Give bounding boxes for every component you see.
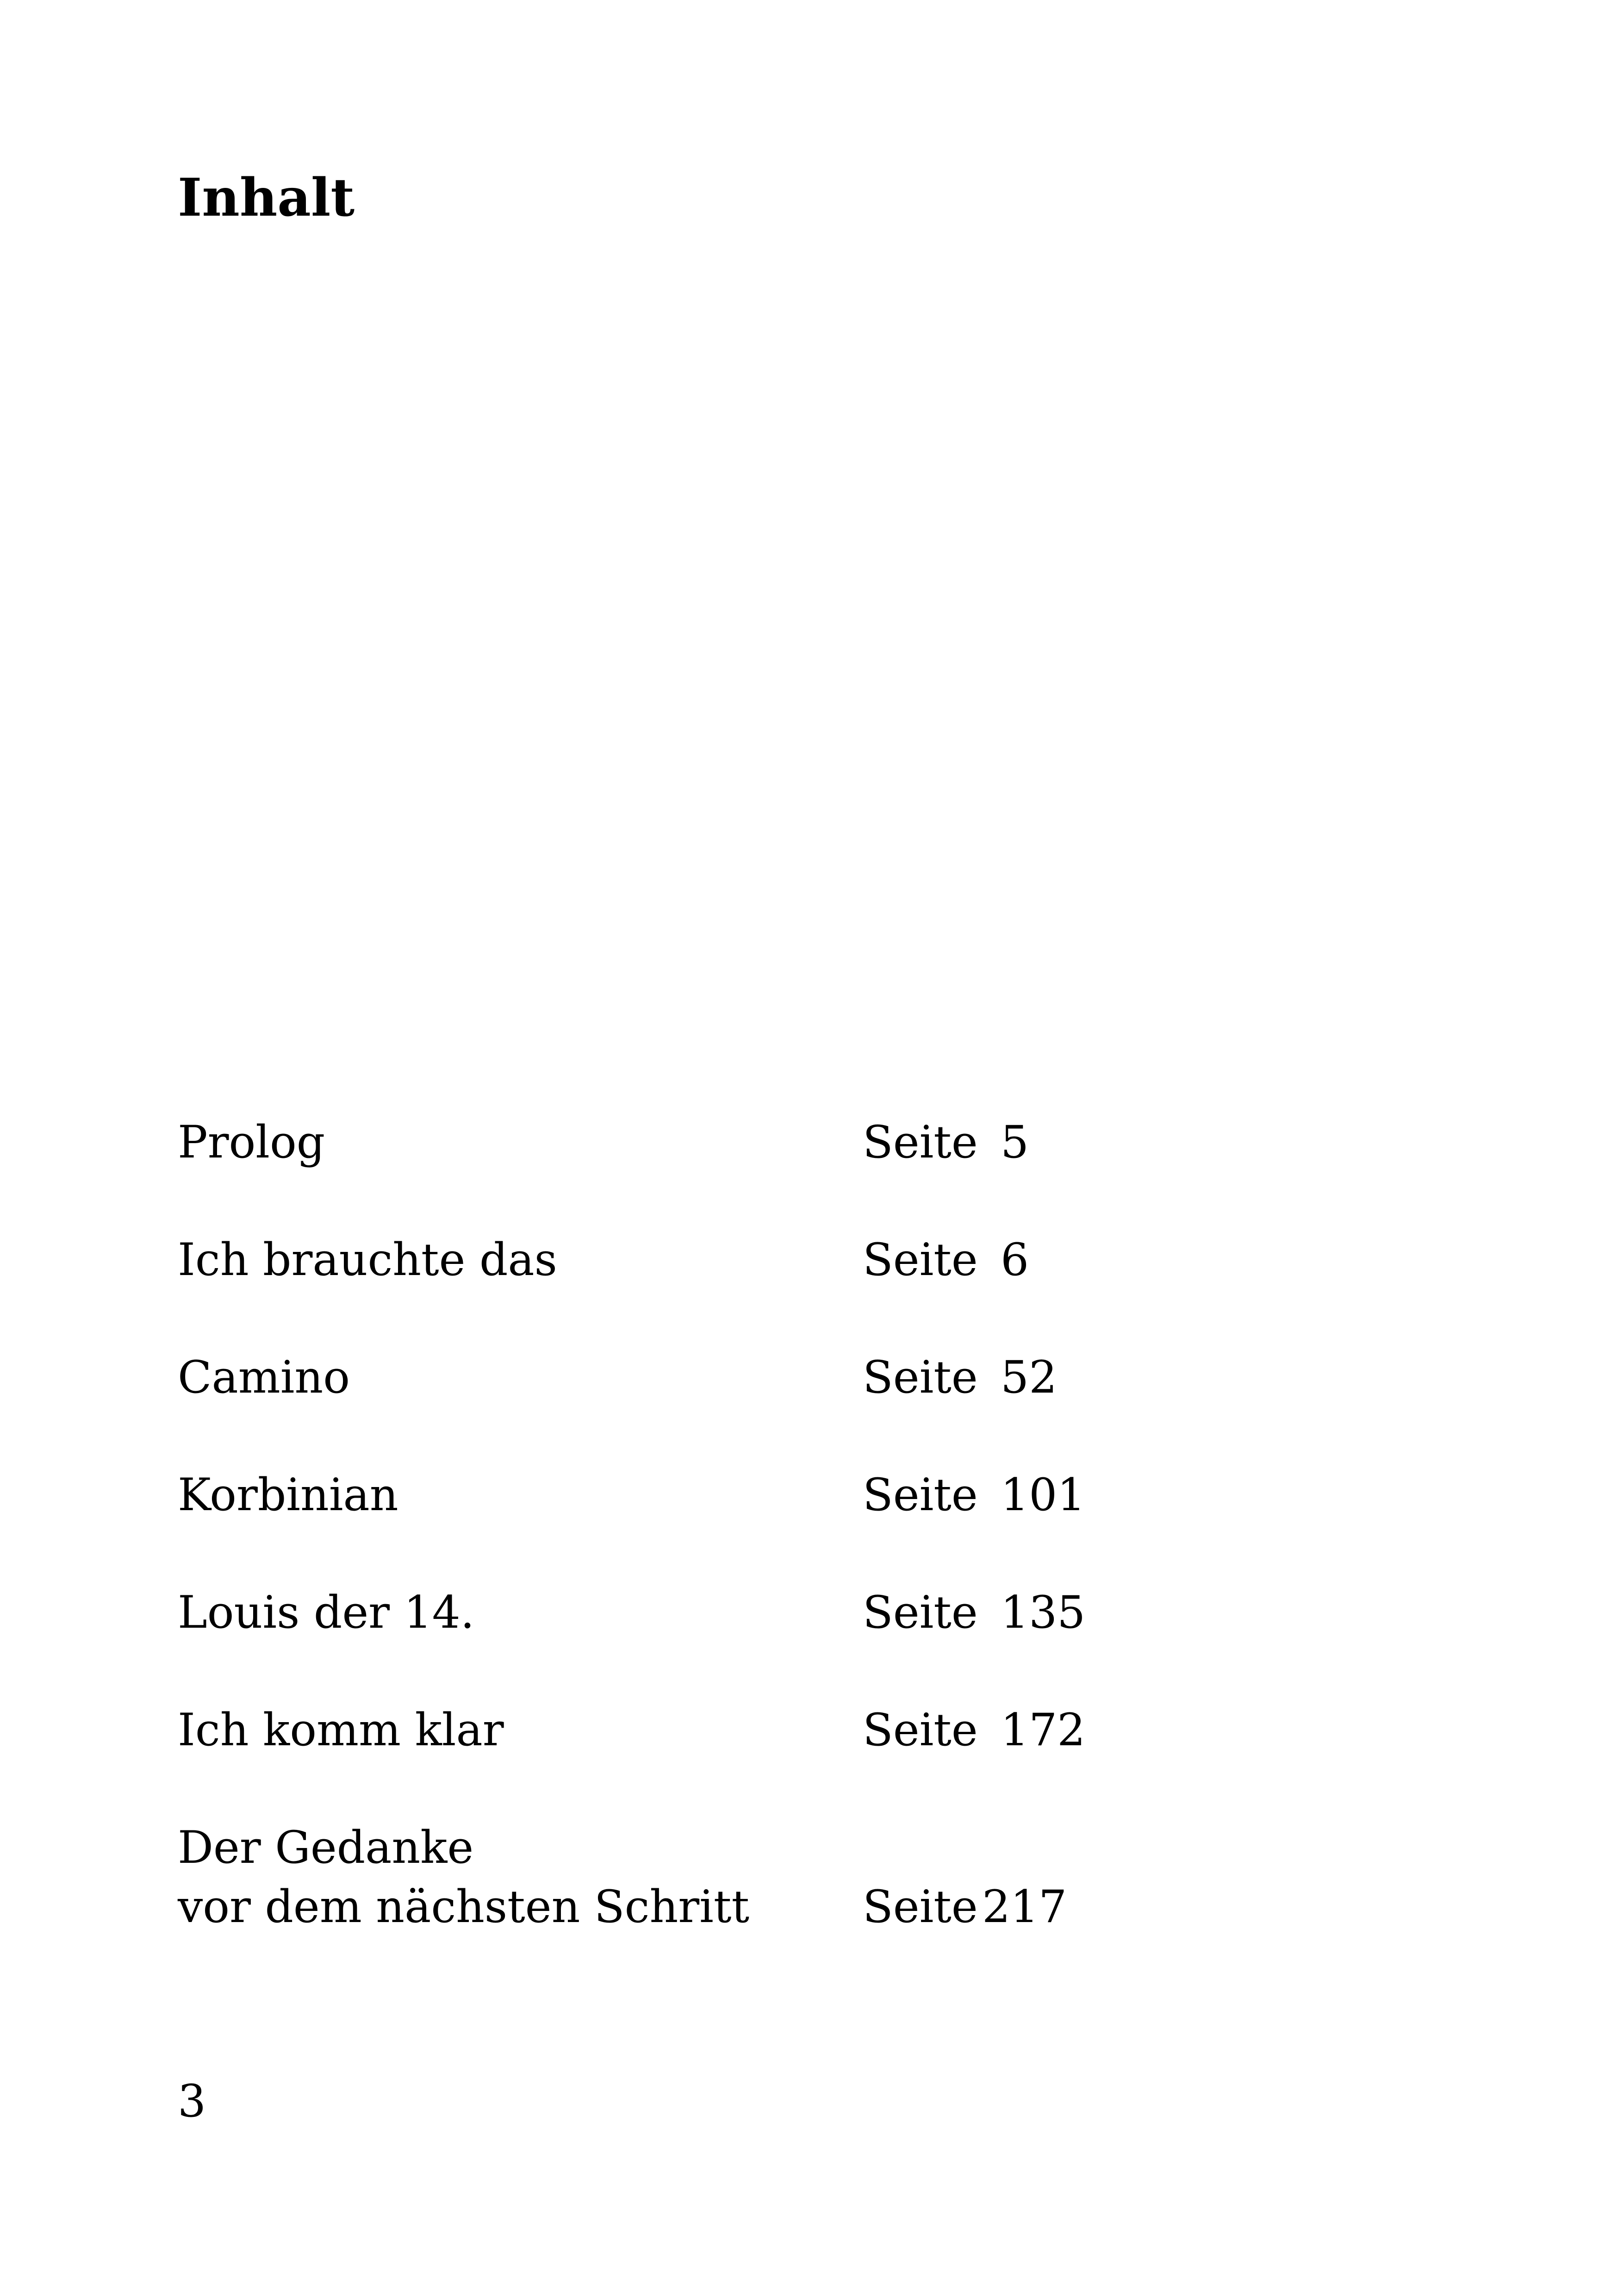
page-number: 3	[178, 2075, 206, 2127]
toc-entry-title: Korbinian	[178, 1469, 398, 1521]
toc-entry-page-label: Seite	[863, 1587, 978, 1638]
toc-entry-page	[863, 1351, 1058, 1403]
toc-entry-page-number: 217	[982, 1881, 1067, 1933]
toc-entry-title	[178, 1822, 750, 1933]
toc-entry-page-label: Seite	[863, 1881, 978, 1933]
toc-entry-page-label: Seite	[863, 1234, 978, 1286]
toc-entry-page-label: Seite	[863, 1116, 978, 1168]
toc-entry-page	[863, 1116, 1029, 1168]
toc-entry-page-number: 135	[1001, 1587, 1086, 1638]
toc-entry	[178, 1822, 1427, 1933]
toc-entry-title: Camino	[178, 1351, 350, 1403]
toc-entry-page-number: 5	[1001, 1116, 1029, 1168]
toc-entry-title: Louis der 14.	[178, 1587, 475, 1638]
page-heading: Inhalt	[178, 168, 355, 228]
toc-entry-title-line2: vor dem nächsten Schritt	[178, 1881, 750, 1933]
toc-entry-page-label: Seite	[863, 1469, 978, 1521]
toc-entry-page-number: 52	[1001, 1351, 1058, 1403]
toc-entry-title: Ich brauchte das	[178, 1234, 557, 1286]
toc-entry-page-label: Seite	[863, 1704, 978, 1756]
toc-entry-page	[863, 1469, 1086, 1521]
toc-entry-page	[863, 1881, 1067, 1933]
toc-entry-page-number: 172	[1001, 1704, 1086, 1756]
toc-entry-title: Prolog	[178, 1116, 325, 1168]
toc-entry-page	[863, 1587, 1086, 1638]
toc-entry-page	[863, 1234, 1029, 1286]
toc-entry-page-number: 101	[1001, 1469, 1086, 1521]
toc-entry-page-label: Seite	[863, 1351, 978, 1403]
toc-entry-title: Ich komm klar	[178, 1704, 504, 1756]
toc-entry-title-line1: Der Gedanke	[178, 1822, 474, 1873]
toc-entry-page	[863, 1704, 1086, 1756]
toc-entry-page-number: 6	[1001, 1234, 1029, 1286]
